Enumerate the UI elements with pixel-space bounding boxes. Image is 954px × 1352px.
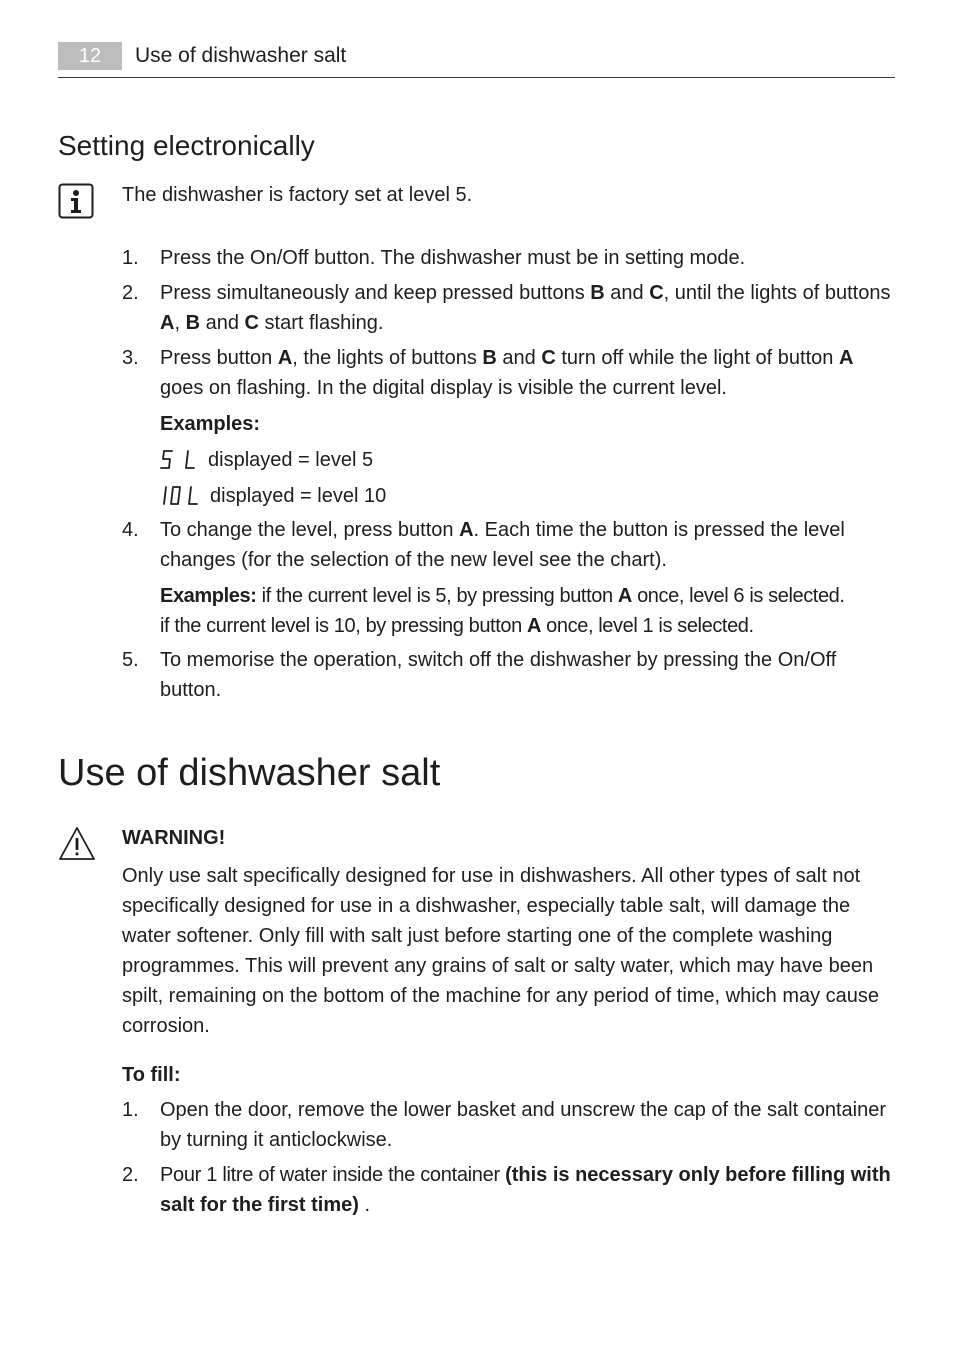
warning-triangle-icon	[58, 826, 96, 862]
step-text: goes on flashing. In the digital display is visible the current level.	[160, 377, 727, 399]
page-number: 12	[58, 42, 122, 70]
step-text: turn off while the light of button	[555, 347, 839, 369]
step-text: and	[496, 347, 542, 369]
step-number: 1.	[122, 1099, 139, 1121]
step-text: ,	[174, 312, 186, 334]
step-number: 2.	[122, 1164, 139, 1186]
step-number: 3.	[122, 347, 139, 369]
button-ref: A	[617, 585, 632, 607]
button-ref: A	[277, 347, 293, 369]
step-text: To change the level, press button	[160, 519, 460, 541]
example-text: displayed = level 5	[208, 449, 374, 471]
step-text: , the lights of buttons	[292, 347, 483, 369]
running-head: Use of dishwasher salt	[135, 44, 347, 67]
step-text: . Each time the button is pressed the level changes (for the selection of the new level see the chart).	[160, 519, 845, 571]
examples-heading: Examples:	[160, 413, 261, 435]
examples-paragraph	[160, 581, 902, 641]
note-text: The dishwasher is factory set at level 5.	[122, 184, 473, 206]
page-header	[58, 41, 895, 78]
list-item	[122, 1160, 902, 1220]
button-ref: A	[838, 347, 854, 369]
step-emphasis: (this is necessary only before filling with salt for the first time)	[160, 1164, 891, 1216]
examples-label	[160, 409, 902, 439]
warning-text: Only use salt specifically designed for use in dishwashers. All other types of salt not specifically designed for use in a dishwasher, especially table salt, will damage the water softener. Only fill with salt just before starting one of the complete washing programmes. This will prevent any grains of salt or salty water, which may have been spilt, remaining on the bottom of the machine for any period of time, which may cause corrosion.	[122, 865, 880, 1037]
list-item	[122, 1095, 902, 1155]
step-number: 1.	[122, 247, 139, 269]
step-text: Press simultaneously and keep pressed buttons	[160, 282, 591, 304]
example-row	[160, 445, 902, 475]
button-ref: C	[244, 312, 259, 334]
button-ref: A	[160, 312, 175, 334]
step-text: To memorise the operation, switch off the dishwasher by pressing the On/Off button.	[160, 649, 837, 701]
example-text: if the current level is 10, by pressing button	[160, 615, 527, 637]
step-text: Press button	[160, 347, 278, 369]
button-ref: A	[526, 615, 542, 637]
step-text: Pour 1 litre of water inside the container	[160, 1164, 506, 1186]
step-text: .	[358, 1194, 371, 1216]
display-10l-icon	[160, 484, 206, 508]
button-ref: B	[482, 347, 497, 369]
setting-steps	[122, 243, 902, 705]
warning-title: WARNING!	[122, 827, 226, 849]
to-fill-heading: To fill:	[122, 1064, 181, 1086]
step-number: 4.	[122, 519, 139, 541]
step-text: Open the door, remove the lower basket and unscrew the cap of the salt container by turning it anticlockwise.	[160, 1099, 886, 1151]
button-ref: C	[649, 282, 664, 304]
button-ref: A	[459, 519, 474, 541]
step-text: and	[604, 282, 650, 304]
page-title: Use of dishwasher salt	[58, 752, 441, 794]
examples-heading: Examples:	[160, 585, 257, 607]
step-text: , until the lights of buttons	[663, 282, 891, 304]
list-item	[122, 243, 902, 273]
step-number: 5.	[122, 649, 139, 671]
list-item	[122, 343, 902, 511]
warning-block	[122, 823, 898, 1041]
button-ref: B	[185, 312, 201, 334]
button-ref: C	[541, 347, 556, 369]
example-text: once, level 6 is selected.	[631, 585, 845, 607]
step-text: Press the On/Off button. The dishwasher must be in setting mode.	[160, 247, 746, 269]
info-icon	[58, 183, 94, 219]
example-text: displayed = level 10	[210, 485, 387, 507]
step-number: 2.	[122, 282, 139, 304]
display-5l-icon	[160, 448, 204, 472]
fill-steps	[122, 1095, 902, 1220]
example-text: once, level 1 is selected.	[541, 615, 754, 637]
section-heading: Setting electronically	[58, 130, 315, 161]
list-item	[122, 278, 902, 338]
step-text: and	[200, 312, 245, 334]
list-item	[122, 645, 902, 705]
button-ref: B	[590, 282, 605, 304]
example-text: if the current level is 5, by pressing button	[256, 585, 618, 607]
step-text: start flashing.	[258, 312, 384, 334]
list-item	[122, 515, 902, 641]
example-row	[160, 481, 902, 511]
